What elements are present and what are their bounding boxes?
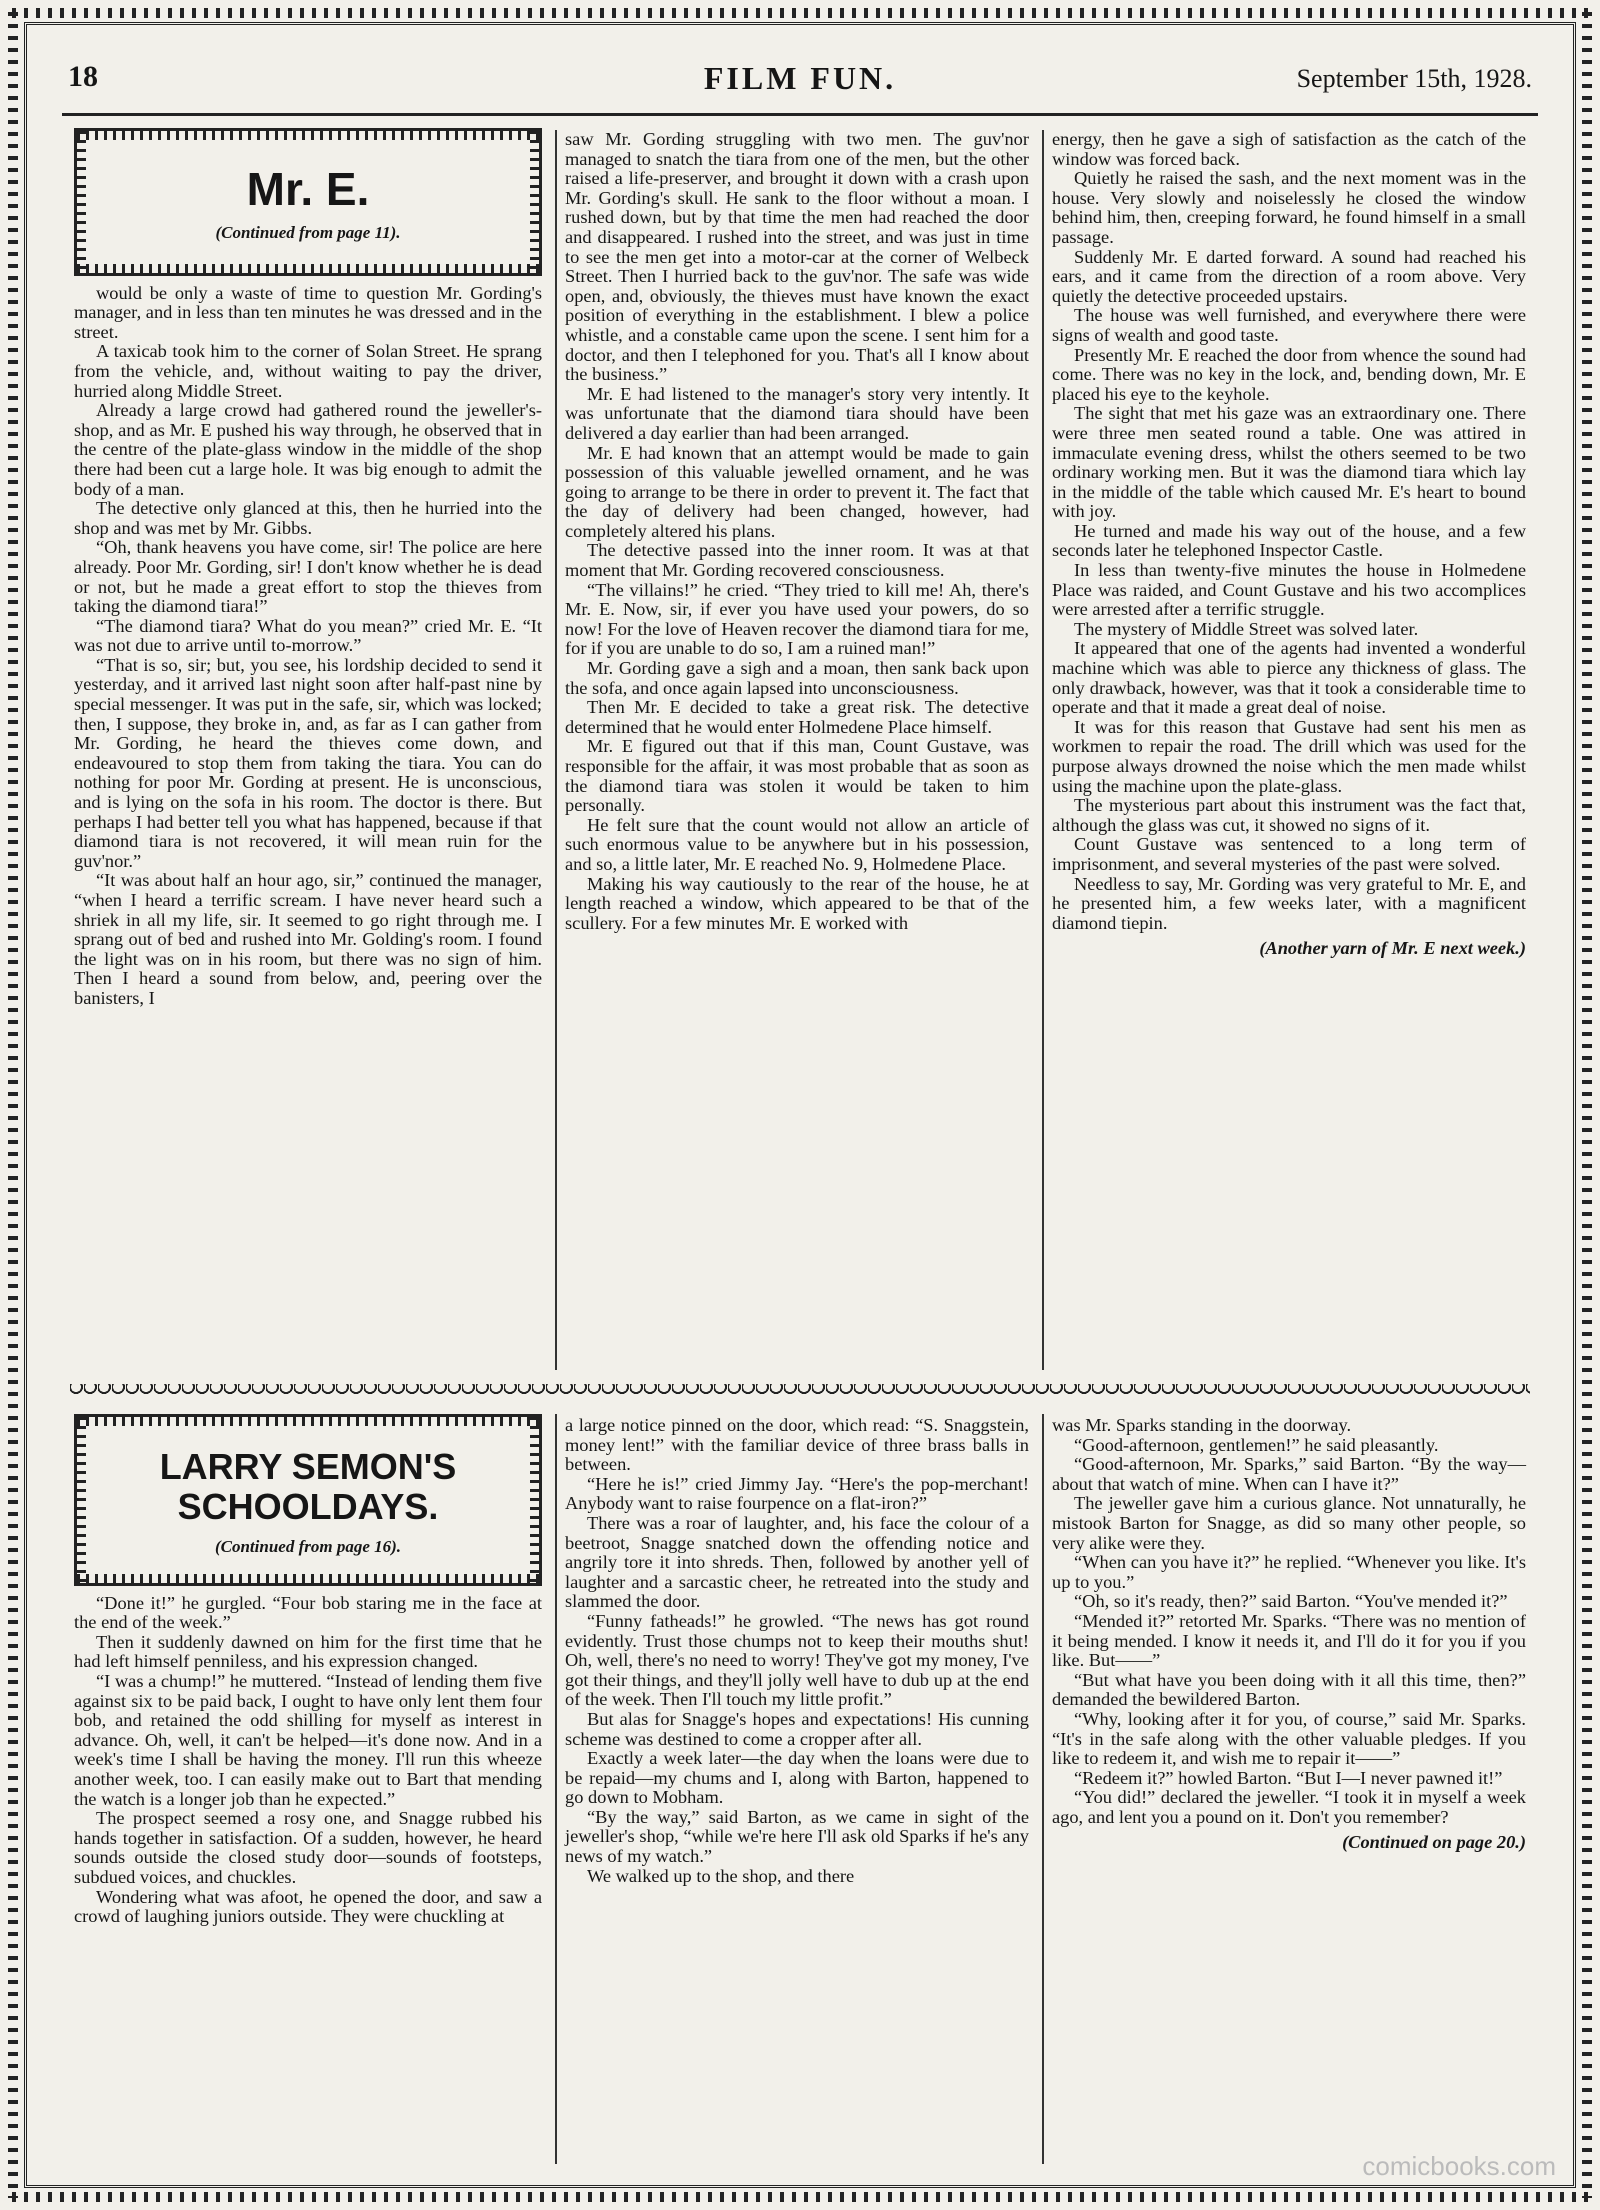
paragraph: The house was well furnished, and everywhere there were signs of wealth and good taste. (1052, 305, 1526, 345)
bottom-dotted-border (12, 2192, 1588, 2202)
paragraph: a large notice pinned on the door, which read: “S. Snaggstein, money lent!” with the familiar device of three brass balls in between. (565, 1415, 1029, 1475)
paragraph: “I was a chump!” he muttered. “Instead of lending them five against six to be paid back, I ought to have only lent them four bob, and retained the odd shilling for myself as interest in advance. Oh, well, it can't be helped—it's done now. And in a week's time I shall be having the money. I'll run this wheeze another week, too. I can easily make out to Bart that mending the watch is a longer job than he expected.” (74, 1670, 542, 1809)
masthead: FILM FUN. (703, 60, 897, 96)
paragraph: Then Mr. E decided to take a great risk. The detective determined that he would enter Holmedene Place himself. (565, 697, 1029, 737)
watermark: comicbooks.com (1362, 2151, 1556, 2181)
paragraph: “Redeem it?” howled Barton. “But I—I never pawned it!” (1074, 1767, 1503, 1788)
paragraph: would be only a waste of time to question Mr. Gording's manager, and in less than ten minutes he was dressed and in the street. (74, 282, 542, 342)
paragraph: Quietly he raised the sash, and the next moment was in the house. Very slowly and noiselessly he closed the window behind him, then, creeping forward, he found himself in a small passage. (1052, 168, 1526, 247)
paragraph: Mr. Gording gave a sigh and a moan, then sank back upon the sofa, and once again lapsed into unconsciousness. (565, 658, 1029, 698)
paragraph: energy, then he gave a sigh of satisfaction as the catch of the window was forced back. (1052, 129, 1526, 169)
page-header (40, 60, 1560, 110)
paragraph: “Here he is!” cried Jimmy Jay. “Here's the pop-merchant! Anybody want to raise fourpence on a flat-iron?” (565, 1473, 1029, 1514)
paragraph: The mysterious part about this instrument was the fact that, although the glass was cut, it showed no signs of it. (1052, 795, 1526, 835)
paragraph: In less than twenty-five minutes the house in Holmedene Place was raided, and Count Gustave and his two accomplices were arrested after a terrific struggle. (1052, 560, 1526, 620)
paragraph: “Funny fatheads!” he growled. “The news has got round evidently. Trust those chumps not to keep their mouths shut! Oh, well, there's no need to worry! They've got my money, I've got their things, and they'll jolly well have to dub up at the end of the week. Then I'll touch my little profit.” (565, 1610, 1029, 1710)
paragraph: “But what have you been doing with it all this time, then?” demanded the bewildered Barton. (1052, 1669, 1526, 1710)
story2-title-line-2: SCHOOLDAYS. (177, 1486, 439, 1527)
paragraph: The mystery of Middle Street was solved later. (1074, 618, 1419, 639)
paragraph: “When can you have it?” he replied. “Whenever you like. It's up to you.” (1052, 1552, 1526, 1592)
story2-title-box (74, 1414, 542, 1586)
story1-column-2 (565, 130, 1029, 1380)
paragraph: Mr. E had known that an attempt would be made to gain possession of this valuable jewelled ornament, and he was going to arrange to be there in order to prevent it. The fact that the day of delivery had been changed, however, had completely altered his plans. (565, 442, 1029, 541)
header-rule (62, 113, 1538, 116)
top-dotted-border (12, 8, 1588, 18)
paragraph: Mr. E had listened to the manager's story very intently. It was unfortunate that the diamond tiara should have been delivered a day earlier than had been arranged. (565, 383, 1029, 443)
paragraph: Wondering what was afoot, he opened the door, and saw a crowd of laughing juniors outside. They were chuckling at (74, 1886, 542, 1927)
paragraph: “Oh, so it's ready, then?” said Barton. “You've mended it?” (1074, 1591, 1508, 1612)
story1-endnote: (Another yarn of Mr. E next week.) (1259, 938, 1526, 959)
paragraph: “Good-afternoon, Mr. Sparks,” said Barton. “By the way—about that watch of mine. When can I have it?” (1052, 1454, 1526, 1494)
paragraph: “Mended it?” retorted Mr. Sparks. “There was no mention of it being mended. I know it needs it, and I'll do it for you if you like. But——” (1052, 1610, 1526, 1671)
story1-continued-note: (Continued from page 11). (215, 223, 401, 242)
paragraph: We walked up to the shop, and there (587, 1865, 855, 1886)
paragraph: The detective only glanced at this, then he hurried into the shop and was met by Mr. Gibbs. (74, 498, 542, 538)
story2-column-1 (74, 1414, 542, 2174)
paragraph: “Oh, thank heavens you have come, sir! The police are here already. Poor Mr. Gording, sir! I don't know whether he is dead or not, but he made a great effort to stop the thieves from taking the diamond tiara!” (74, 537, 542, 617)
paragraph: “The villains!” he cried. “They tried to kill me! Ah, there's Mr. E. Now, sir, if ever you have used your powers, do so now! For the love of Heaven recover the diamond tiara for me, for if you are unable to do so, I am a ruined man!” (565, 579, 1029, 659)
paragraph: He felt sure that the count would not allow an article of such enormous value to be anywhere but in his possession, and so, a little later, Mr. E reached No. 9, Holmedene Place. (565, 814, 1029, 874)
paragraph: Suddenly Mr. E darted forward. A sound had reached his ears, and it came from the direction of a room above. Very quietly the detective proceeded upstairs. (1052, 246, 1526, 306)
story2-title-line-1: LARRY SEMON'S (159, 1446, 457, 1487)
paragraph: “You did!” declared the jeweller. “I took it in myself a week ago, and lent you a pound on it. Don't you remember? (1052, 1787, 1526, 1827)
paragraph: The jeweller gave him a curious glance. Not unnaturally, he mistook Barton for Snagge, as did so many other people, so very alike were they. (1052, 1493, 1526, 1553)
story2-column-2 (565, 1416, 1029, 2176)
paragraph: The detective passed into the inner room. It was at that moment that Mr. Gording recovered consciousness. (565, 540, 1029, 581)
story1-column-1 (74, 128, 542, 1378)
column-divider (555, 130, 557, 1370)
paragraph: “The diamond tiara? What do you mean?” cried Mr. E. “It was not due to arrive until to-morrow.” (74, 615, 542, 656)
paragraph: The sight that met his gaze was an extraordinary one. There were three men seated round a table. One was attired in immaculate evening dress, whilst the others seemed to be two ordinary working men. But it was the diamond tiara which lay in the middle of the table which caused Mr. E's heart to bound with joy. (1052, 403, 1526, 522)
paragraph: “By the way,” said Barton, as we came in sight of the jeweller's shop, “while we're here I'll ask old Sparks if he's any news of my watch.” (565, 1806, 1029, 1867)
paragraph: There was a roar of laughter, and, his face the colour of a beetroot, Snagge snatched down the offending notice and angrily tore it into shreds. Then, followed by another yell of laughter and a sarcastic cheer, he retreated into the study and slammed the door. (565, 1512, 1029, 1612)
paragraph: Mr. E figured out that if this man, Count Gustave, was responsible for the affair, it was most probable that as soon as the diamond tiara was stolen it would be taken to him personally. (565, 736, 1029, 816)
paragraph: He turned and made his way out of the house, and a few seconds later he telephoned Inspector Castle. (1052, 520, 1526, 561)
column-divider (555, 1414, 557, 2164)
paragraph: “Why, looking after it for you, of course,” said Mr. Sparks. “It's in the safe along with the other valuable pledges. If you like to redeem it, and wish me to repair it——” (1052, 1708, 1526, 1769)
paragraph: It was for this reason that Gustave had sent his men as workmen to repair the road. The drill which was used for the purpose always drowned the noise which the men made whilst using the machine upon the plate-glass. (1052, 716, 1526, 796)
story1-col1-text (74, 284, 542, 1009)
paragraph: But alas for Snagge's hopes and expectations! His cunning scheme was destined to come a cropper after all. (565, 1708, 1029, 1749)
paragraph: “That is so, sir; but, you see, his lordship decided to send it yesterday, and it arrived last night soon after half-past nine by special messenger. It was put in the safe, sir, which was locked; then, I suppose, they broke in, and, as far as I can gather from Mr. Gording, he heard the thieves come down, and endeavoured to stop them from taking the tiara. You can do nothing for poor Mr. Gording at present. He is unconscious, and is lying on the sofa in his room. The doctor is there. But perhaps I had better tell you what has happened, because if that diamond tiara is not recovered, it will mean ruin for the guv'nor.” (74, 654, 542, 871)
paragraph: It appeared that one of the agents had invented a wonderful machine which was able to pierce any thickness of glass. The only drawback, however, was that it took a considerable time to operate and that it made a great deal of noise. (1052, 638, 1526, 718)
paragraph: Count Gustave was sentenced to a long term of imprisonment, and several mysteries of the past were solved. (1052, 834, 1526, 874)
column-divider (1042, 1414, 1044, 2164)
paragraph: Presently Mr. E reached the door from whence the sound had come. There was no key in the lock, and, bending down, Mr. E placed his eye to the keyhole. (1052, 344, 1526, 404)
paragraph: Needless to say, Mr. Gording was very grateful to Mr. E, and he presented him, a few weeks later, with a magnificent diamond tiepin. (1052, 873, 1526, 933)
paragraph: saw Mr. Gording struggling with two men. The guv'nor managed to snatch the tiara from one of the men, but the other raised a life-preserver, and brought it down with a crash upon Mr. Gording's skull. He sank to the floor without a moan. I rushed down, but by that time the men had reached the door and disappeared. I rushed into the street, and was just in time to see the men get into a motor-car at the corner of Welbeck Street. Then I hurried back to the guv'nor. The safe was wide open, and, obviously, the thieves must have known the exact position of everything in the establishment. I blew a police whistle, and a constable came upon the scene. I sent him for a doctor, and then I telephoned for you. That's all I know about the business.” (565, 129, 1029, 385)
story1-title-box (74, 128, 542, 276)
story1-column-3 (1052, 130, 1526, 1380)
paragraph: Then it suddenly dawned on him for the first time that he had left himself penniless, and his expression changed. (74, 1631, 542, 1672)
paragraph: Already a large crowd had gathered round the jeweller's-shop, and as Mr. E pushed his way through, he observed that in the centre of the plate-glass window in the middle of the shop there had been cut a large hole. It was big enough to admit the body of a man. (74, 400, 542, 499)
story1-title: Mr. E. (246, 163, 370, 215)
paragraph: was Mr. Sparks standing in the doorway. (1052, 1415, 1352, 1435)
paragraph: Exactly a week later—the day when the loans were due to be repaid—my chums and I, along with Barton, happened to go down to Mobham. (565, 1748, 1029, 1808)
column-divider (1042, 130, 1044, 1370)
paragraph: A taxicab took him to the corner of Solan Street. He sprang from the vehicle, and, without waiting to pay the driver, hurried along Middle Street. (74, 341, 542, 401)
section-divider (70, 1384, 1530, 1398)
issue-date: September 15th, 1928. (1296, 64, 1532, 93)
paragraph: “Done it!” he gurgled. “Four bob staring me in the face at the end of the week.” (74, 1592, 542, 1633)
story2-column-3 (1052, 1416, 1526, 2176)
left-dotted-border (8, 12, 18, 2198)
paragraph: “It was about half an hour ago, sir,” continued the manager, “when I heard a terrific scream. I have never heard such a shriek in all my life, sir. It seemed to go right through me. I sprang out of bed and rushed into Mr. Golding's room. I found the light was on in his room, but there was no sign of him. Then I heard a sound from below, and, peering over the banisters, I (74, 870, 542, 1008)
paragraph: “Good-afternoon, gentlemen!” he said pleasantly. (1074, 1434, 1439, 1455)
right-dotted-border (1582, 12, 1592, 2198)
story2-continued-note: (Continued from page 16). (214, 1537, 402, 1556)
paragraph: The prospect seemed a rosy one, and Snagge rubbed his hands together in satisfaction. Of a sudden, however, he heard sounds outside the closed study door—sounds of footsteps, subdued voices, and chuckles. (74, 1808, 542, 1887)
story2-endnote: (Continued on page 20.) (1342, 1832, 1526, 1853)
page-number: 18 (68, 60, 98, 93)
paragraph: Making his way cautiously to the rear of the house, he at length reached a window, which appeared to be that of the scullery. For a few minutes Mr. E worked with (565, 873, 1029, 933)
